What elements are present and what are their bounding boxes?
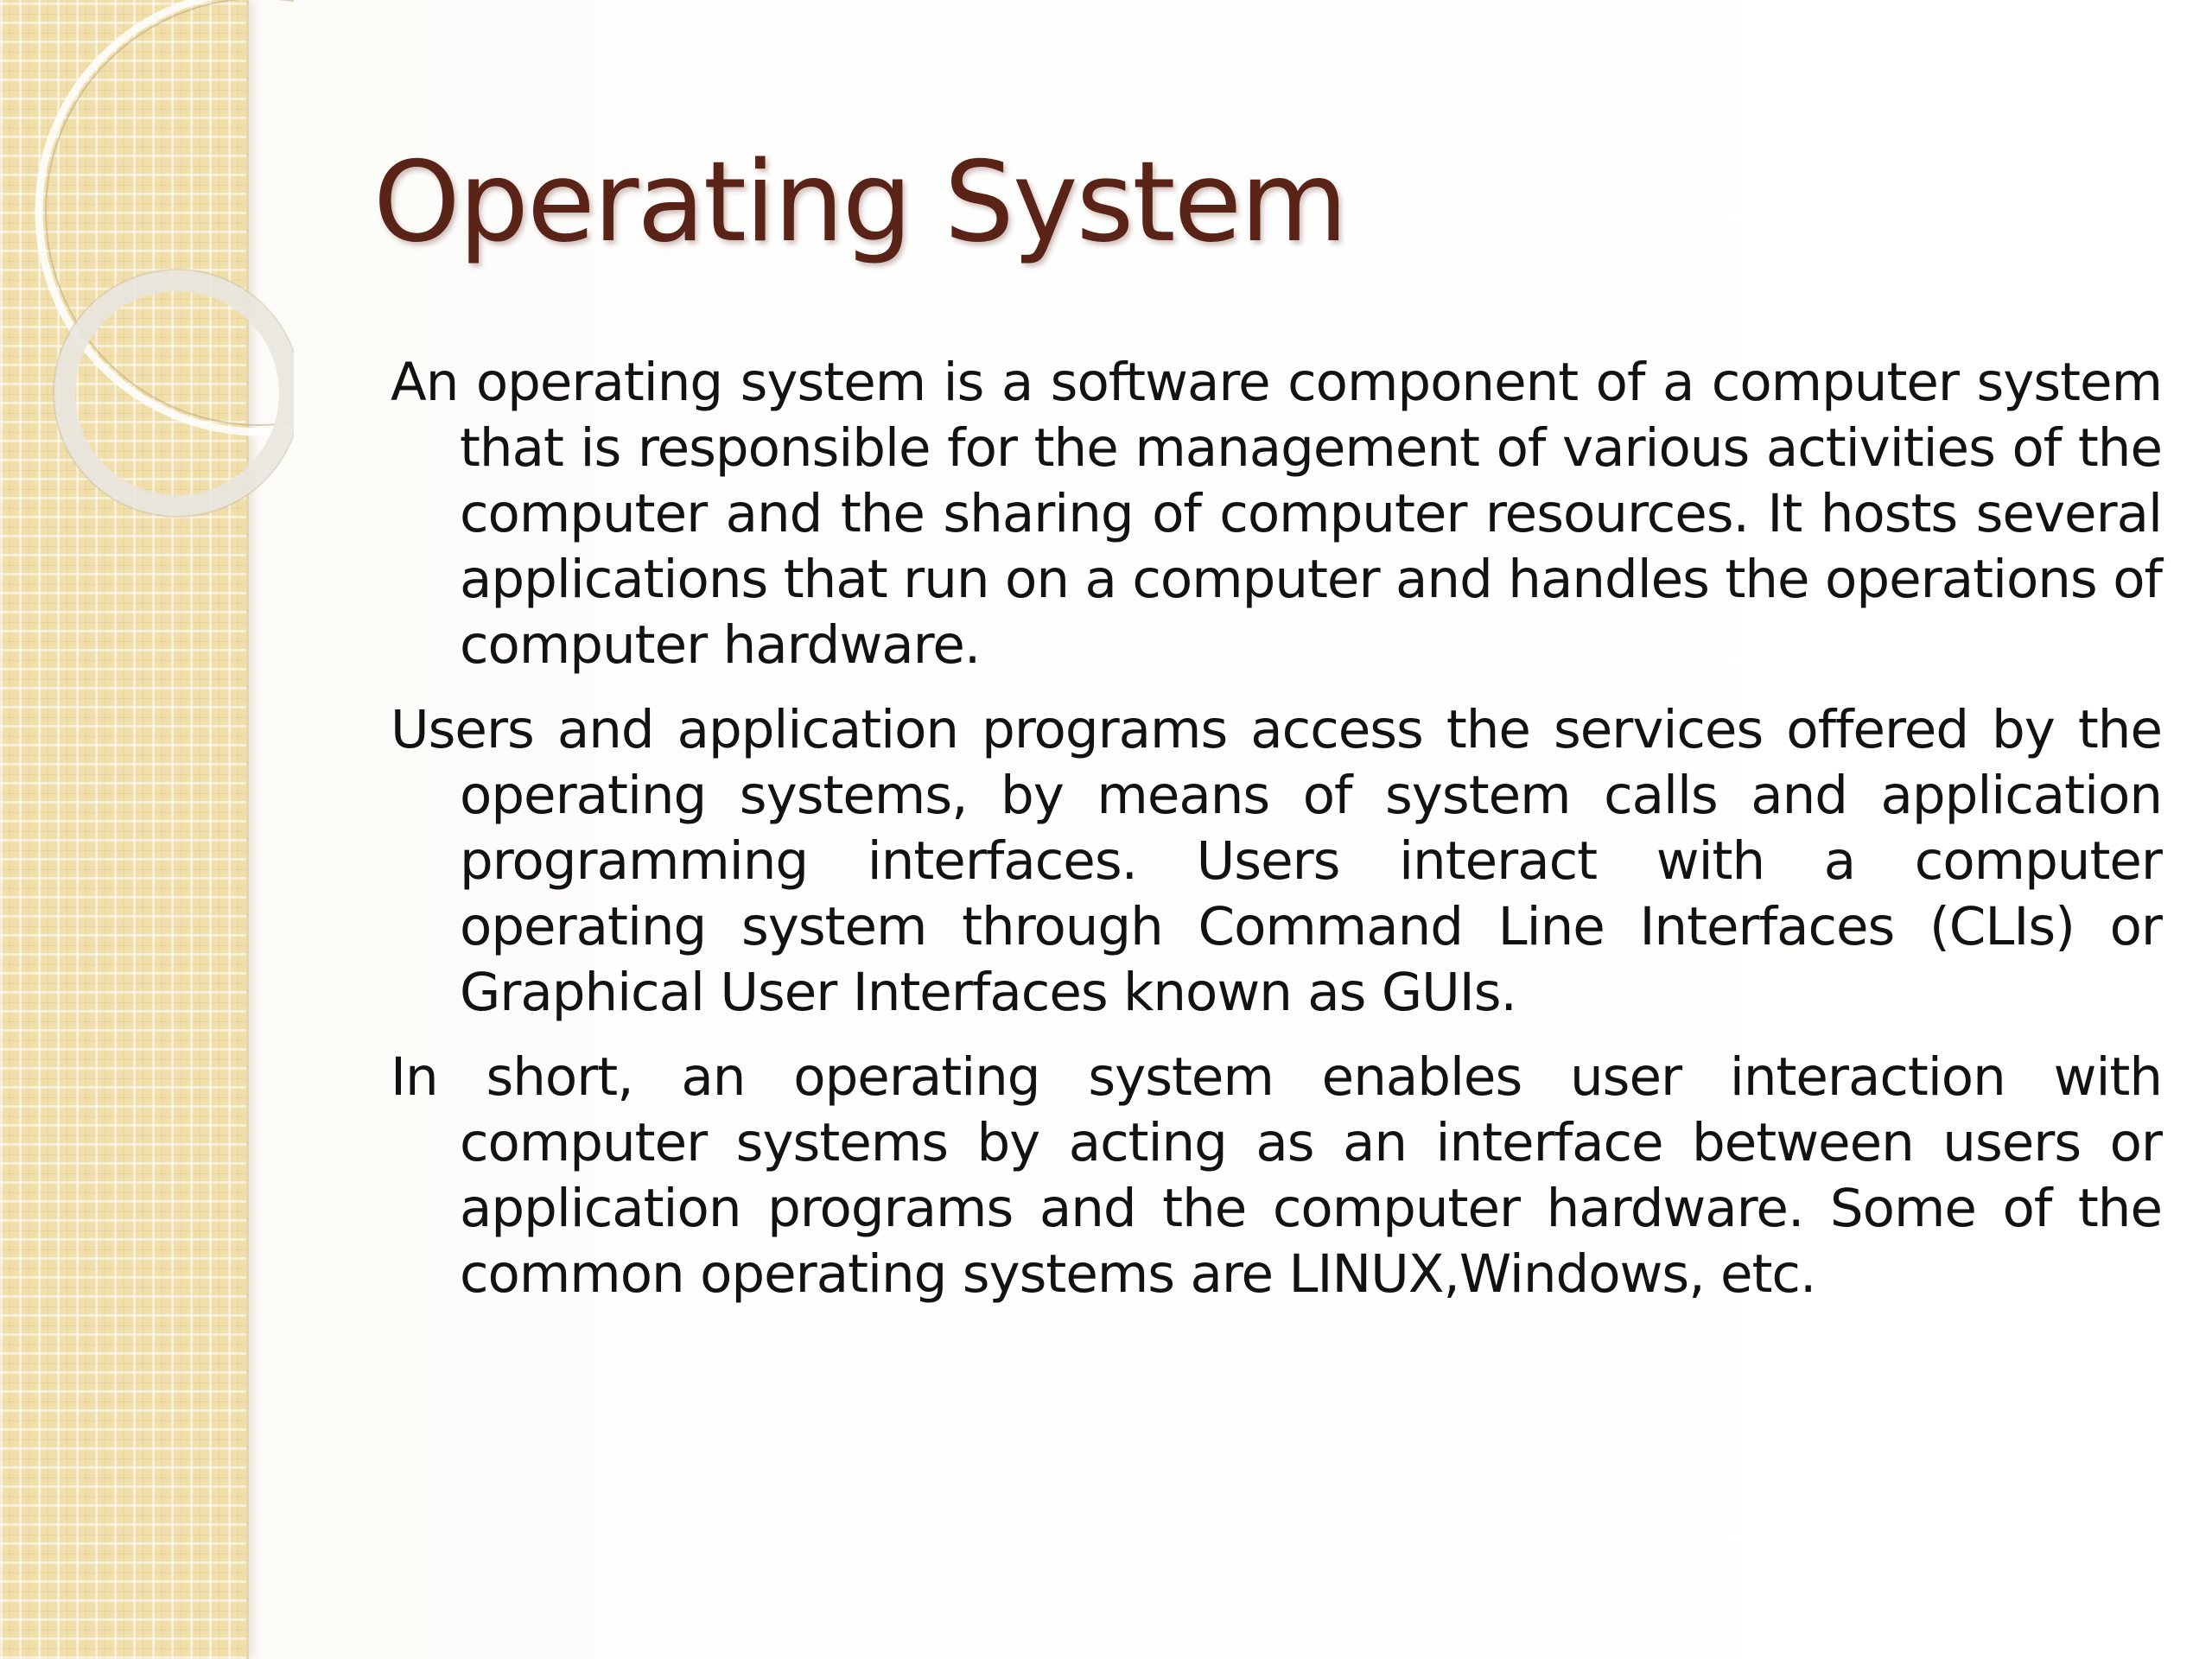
paragraph-2: Users and application programs access the services offered by the operating systems, by means of system calls and application programming interfaces. Users interact with a computer operating system through Command Line Interfaces (CLIs) or Graphical User Interfaces known as GUIs. (391, 699, 2162, 1023)
decorative-side-band (0, 0, 249, 1659)
paragraph-1: An operating system is a software component of a computer system that is responsible for the management of various activities of the computer and the sharing of computer resources. It hosts several applications that run on a computer and handles the operations of computer hardware. (391, 352, 2162, 676)
slide-body (391, 350, 2162, 1326)
paragraph-3: In short, an operating system enables user interaction with computer systems by acting as an interface between users or application programs and the computer hardware. Some of the common operating systems are LINUX,Windows, etc. (391, 1046, 2162, 1305)
slide-title: Operating System (373, 138, 1346, 267)
